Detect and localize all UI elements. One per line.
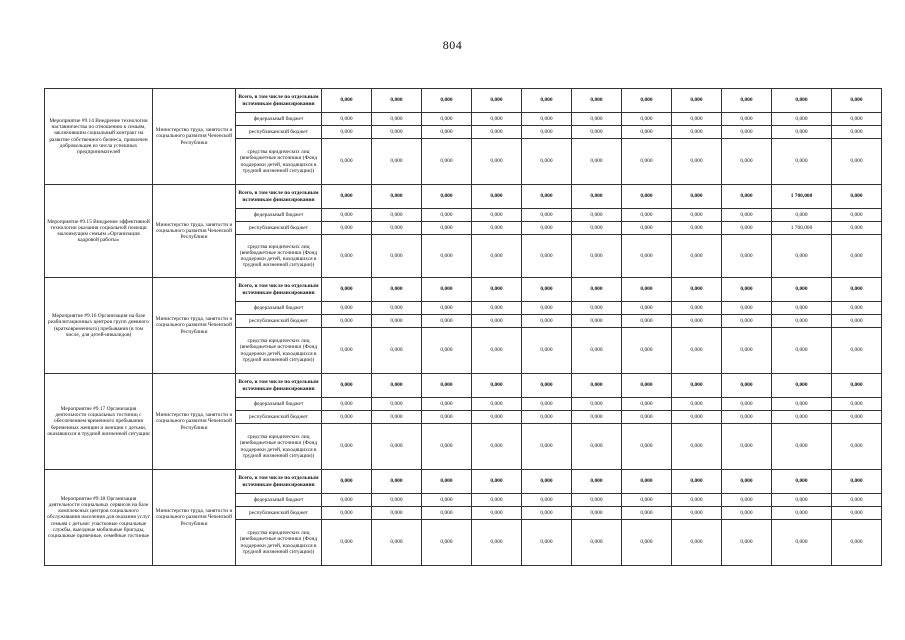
measure-title: Мероприятие #9.16 Организация на базе реабилитационных центров групп дневного (кратковременного) пребывания (в том числе, для детей-инвалидов) [45, 278, 153, 374]
amount-cell: 0,000 [322, 328, 372, 374]
amount-cell: 0,000 [422, 398, 472, 411]
amount-cell: 0,000 [372, 185, 422, 209]
amount-cell: 0,000 [572, 302, 622, 315]
amount-cell: 0,000 [522, 139, 572, 185]
funding-source-label: Всего, в том числе по отдельным источникам финансирования [236, 374, 322, 398]
executor-cell: Министерство труда, занятости и социального развития Чеченской Республики [153, 185, 236, 278]
amount-cell: 0,000 [832, 374, 882, 398]
amount-cell: 0,000 [472, 235, 522, 278]
amount-cell: 0,000 [322, 113, 372, 126]
amount-cell: 0,000 [622, 235, 672, 278]
amount-cell: 0,000 [372, 302, 422, 315]
amount-cell: 0,000 [322, 411, 372, 424]
amount-cell: 0,000 [522, 113, 572, 126]
amount-cell: 0,000 [672, 113, 722, 126]
amount-cell: 0,000 [672, 398, 722, 411]
measure-title: Мероприятие #9.17 Организация деятельности социальных гостиниц с обеспечением временного пребывания беременных женщин и женщин с детьми, оказавшихся в трудной жизненной ситуации [45, 374, 153, 470]
funding-source-label: федеральный бюджет [236, 398, 322, 411]
amount-cell: 0,000 [622, 113, 672, 126]
amount-cell: 0,000 [322, 89, 372, 113]
amount-cell: 0,000 [472, 507, 522, 520]
amount-cell: 0,000 [322, 222, 372, 235]
amount-cell: 0,000 [672, 315, 722, 328]
funding-source-label: федеральный бюджет [236, 302, 322, 315]
executor-cell: Министерство труда, занятости и социального развития Чеченской Республики [153, 470, 236, 566]
amount-cell: 0,000 [372, 520, 422, 566]
amount-cell: 0,000 [672, 520, 722, 566]
amount-cell: 0,000 [472, 209, 522, 222]
amount-cell: 0,000 [722, 494, 772, 507]
amount-cell: 0,000 [472, 113, 522, 126]
amount-cell: 0,000 [572, 139, 622, 185]
amount-cell: 0,000 [672, 278, 722, 302]
amount-cell: 0,000 [372, 89, 422, 113]
measure-title: Мероприятие #9.15 Внедрение эффективной технологии оказания социальной помощи малоимущим семьям «Организация кадровой работы» [45, 185, 153, 278]
amount-cell: 0,000 [322, 494, 372, 507]
amount-cell: 0,000 [572, 470, 622, 494]
amount-cell: 0,000 [322, 139, 372, 185]
amount-cell: 0,000 [672, 209, 722, 222]
table-body [45, 89, 882, 566]
amount-cell: 1 700,000 [772, 185, 832, 209]
amount-cell: 0,000 [722, 139, 772, 185]
amount-cell: 0,000 [622, 185, 672, 209]
amount-cell: 0,000 [832, 278, 882, 302]
amount-cell: 0,000 [772, 302, 832, 315]
amount-cell: 0,000 [322, 398, 372, 411]
amount-cell: 0,000 [622, 507, 672, 520]
amount-cell: 0,000 [472, 398, 522, 411]
amount-cell: 0,000 [522, 328, 572, 374]
amount-cell: 0,000 [772, 494, 832, 507]
amount-cell: 0,000 [622, 398, 672, 411]
amount-cell: 0,000 [422, 278, 472, 302]
amount-cell: 0,000 [472, 411, 522, 424]
amount-cell: 0,000 [422, 185, 472, 209]
amount-cell: 0,000 [322, 185, 372, 209]
amount-cell: 0,000 [422, 520, 472, 566]
amount-cell: 0,000 [772, 139, 832, 185]
funding-source-label: республиканский бюджет [236, 126, 322, 139]
amount-cell: 0,000 [722, 185, 772, 209]
amount-cell: 0,000 [522, 209, 572, 222]
amount-cell: 0,000 [322, 470, 372, 494]
funding-source-label: Всего, в том числе по отдельным источникам финансирования [236, 470, 322, 494]
amount-cell: 0,000 [572, 398, 622, 411]
amount-cell: 0,000 [522, 222, 572, 235]
amount-cell: 0,000 [722, 278, 772, 302]
amount-cell: 0,000 [372, 398, 422, 411]
amount-cell: 0,000 [572, 89, 622, 113]
amount-cell: 0,000 [832, 185, 882, 209]
amount-cell: 0,000 [672, 507, 722, 520]
amount-cell: 0,000 [572, 209, 622, 222]
amount-cell: 0,000 [622, 520, 672, 566]
amount-cell: 0,000 [772, 398, 832, 411]
amount-cell: 0,000 [832, 209, 882, 222]
table-row [45, 374, 882, 398]
amount-cell: 0,000 [322, 315, 372, 328]
amount-cell: 0,000 [672, 126, 722, 139]
amount-cell: 0,000 [522, 185, 572, 209]
amount-cell: 0,000 [722, 315, 772, 328]
amount-cell: 0,000 [522, 424, 572, 470]
funding-source-label: средства юридических лиц (внебюджетные источники (Фонд поддержки детей, находящихся в трудной жизненной ситуации)) [236, 235, 322, 278]
amount-cell: 0,000 [772, 89, 832, 113]
amount-cell: 0,000 [472, 424, 522, 470]
amount-cell: 0,000 [372, 494, 422, 507]
amount-cell: 0,000 [422, 209, 472, 222]
funding-source-label: Всего, в том числе по отдельным источникам финансирования [236, 185, 322, 209]
amount-cell: 0,000 [472, 278, 522, 302]
amount-cell: 0,000 [772, 424, 832, 470]
amount-cell: 0,000 [372, 126, 422, 139]
amount-cell: 0,000 [322, 209, 372, 222]
amount-cell: 1 700,000 [772, 222, 832, 235]
table-row [45, 89, 882, 113]
amount-cell: 0,000 [622, 278, 672, 302]
page-number: 804 [442, 38, 463, 52]
table-row [45, 185, 882, 209]
amount-cell: 0,000 [722, 235, 772, 278]
executor-cell: Министерство труда, занятости и социального развития Чеченской Республики [153, 89, 236, 185]
amount-cell: 0,000 [472, 315, 522, 328]
funding-source-label: федеральный бюджет [236, 494, 322, 507]
amount-cell: 0,000 [572, 278, 622, 302]
amount-cell: 0,000 [722, 374, 772, 398]
amount-cell: 0,000 [772, 315, 832, 328]
amount-cell: 0,000 [672, 139, 722, 185]
amount-cell: 0,000 [522, 494, 572, 507]
amount-cell: 0,000 [422, 235, 472, 278]
amount-cell: 0,000 [832, 411, 882, 424]
amount-cell: 0,000 [722, 89, 772, 113]
budget-table [44, 88, 882, 566]
amount-cell: 0,000 [422, 424, 472, 470]
amount-cell: 0,000 [672, 494, 722, 507]
amount-cell: 0,000 [372, 328, 422, 374]
amount-cell: 0,000 [422, 411, 472, 424]
amount-cell: 0,000 [422, 507, 472, 520]
amount-cell: 0,000 [372, 424, 422, 470]
amount-cell: 0,000 [772, 113, 832, 126]
amount-cell: 0,000 [472, 222, 522, 235]
amount-cell: 0,000 [372, 411, 422, 424]
amount-cell: 0,000 [622, 126, 672, 139]
amount-cell: 0,000 [832, 328, 882, 374]
amount-cell: 0,000 [472, 374, 522, 398]
amount-cell: 0,000 [622, 494, 672, 507]
amount-cell: 0,000 [572, 222, 622, 235]
amount-cell: 0,000 [372, 374, 422, 398]
amount-cell: 0,000 [722, 411, 772, 424]
amount-cell: 0,000 [522, 398, 572, 411]
amount-cell: 0,000 [472, 494, 522, 507]
funding-source-label: средства юридических лиц (внебюджетные источники (Фонд поддержки детей, находящихся в трудной жизненной ситуации)) [236, 424, 322, 470]
amount-cell: 0,000 [572, 507, 622, 520]
amount-cell: 0,000 [672, 302, 722, 315]
amount-cell: 0,000 [422, 315, 472, 328]
amount-cell: 0,000 [572, 520, 622, 566]
amount-cell: 0,000 [472, 328, 522, 374]
amount-cell: 0,000 [722, 209, 772, 222]
amount-cell: 0,000 [522, 315, 572, 328]
amount-cell: 0,000 [722, 470, 772, 494]
amount-cell: 0,000 [722, 113, 772, 126]
amount-cell: 0,000 [722, 328, 772, 374]
amount-cell: 0,000 [772, 470, 832, 494]
amount-cell: 0,000 [522, 520, 572, 566]
amount-cell: 0,000 [672, 470, 722, 494]
amount-cell: 0,000 [722, 126, 772, 139]
amount-cell: 0,000 [372, 470, 422, 494]
table-row [45, 278, 882, 302]
amount-cell: 0,000 [722, 302, 772, 315]
funding-source-label: средства юридических лиц (внебюджетные источники (Фонд поддержки детей, находящихся в трудной жизненной ситуации)) [236, 520, 322, 566]
amount-cell: 0,000 [832, 424, 882, 470]
amount-cell: 0,000 [772, 278, 832, 302]
measure-title: Мероприятие #9.14 Внедрение технологии наставничества по отношению к семьям, заключившим социальный контракт на развитие собственного бизнеса, привлечен добровольцев из числа успешных предпринимателей [45, 89, 153, 185]
amount-cell: 0,000 [772, 507, 832, 520]
amount-cell: 0,000 [572, 374, 622, 398]
amount-cell: 0,000 [832, 89, 882, 113]
amount-cell: 0,000 [722, 398, 772, 411]
table-row [45, 470, 882, 494]
amount-cell: 0,000 [522, 89, 572, 113]
amount-cell: 0,000 [372, 222, 422, 235]
amount-cell: 0,000 [772, 209, 832, 222]
amount-cell: 0,000 [322, 126, 372, 139]
amount-cell: 0,000 [372, 278, 422, 302]
amount-cell: 0,000 [372, 235, 422, 278]
amount-cell: 0,000 [522, 411, 572, 424]
amount-cell: 0,000 [832, 507, 882, 520]
amount-cell: 0,000 [522, 278, 572, 302]
amount-cell: 0,000 [622, 470, 672, 494]
amount-cell: 0,000 [832, 398, 882, 411]
amount-cell: 0,000 [832, 470, 882, 494]
amount-cell: 0,000 [372, 315, 422, 328]
amount-cell: 0,000 [572, 126, 622, 139]
amount-cell: 0,000 [372, 209, 422, 222]
amount-cell: 0,000 [572, 185, 622, 209]
amount-cell: 0,000 [522, 126, 572, 139]
amount-cell: 0,000 [772, 126, 832, 139]
amount-cell: 0,000 [622, 328, 672, 374]
amount-cell: 0,000 [422, 113, 472, 126]
amount-cell: 0,000 [422, 89, 472, 113]
amount-cell: 0,000 [832, 113, 882, 126]
amount-cell: 0,000 [672, 328, 722, 374]
funding-source-label: республиканский бюджет [236, 411, 322, 424]
funding-source-label: Всего, в том числе по отдельным источникам финансирования [236, 89, 322, 113]
amount-cell: 0,000 [322, 424, 372, 470]
amount-cell: 0,000 [472, 126, 522, 139]
amount-cell: 0,000 [322, 235, 372, 278]
amount-cell: 0,000 [572, 235, 622, 278]
funding-source-label: федеральный бюджет [236, 209, 322, 222]
amount-cell: 0,000 [372, 507, 422, 520]
amount-cell: 0,000 [622, 374, 672, 398]
amount-cell: 0,000 [522, 507, 572, 520]
amount-cell: 0,000 [722, 520, 772, 566]
amount-cell: 0,000 [832, 222, 882, 235]
amount-cell: 0,000 [672, 222, 722, 235]
amount-cell: 0,000 [622, 139, 672, 185]
amount-cell: 0,000 [832, 520, 882, 566]
amount-cell: 0,000 [772, 374, 832, 398]
amount-cell: 0,000 [522, 470, 572, 494]
amount-cell: 0,000 [572, 113, 622, 126]
funding-source-label: федеральный бюджет [236, 113, 322, 126]
amount-cell: 0,000 [622, 89, 672, 113]
amount-cell: 0,000 [422, 374, 472, 398]
amount-cell: 0,000 [572, 315, 622, 328]
amount-cell: 0,000 [422, 139, 472, 185]
amount-cell: 0,000 [472, 520, 522, 566]
measure-title: Мероприятие #9.18 Организация деятельности социальных сервисов на базе комплексных центров социального обслуживания населения для оказания услуг семьям с детьми: участковые социальные службы, выездные мобильные бригады, социальные прачечные, семейные гостиные [45, 470, 153, 566]
amount-cell: 0,000 [372, 139, 422, 185]
amount-cell: 0,000 [472, 89, 522, 113]
amount-cell: 0,000 [722, 424, 772, 470]
amount-cell: 0,000 [522, 374, 572, 398]
amount-cell: 0,000 [722, 222, 772, 235]
amount-cell: 0,000 [672, 424, 722, 470]
amount-cell: 0,000 [422, 470, 472, 494]
amount-cell: 0,000 [422, 126, 472, 139]
amount-cell: 0,000 [422, 494, 472, 507]
amount-cell: 0,000 [422, 222, 472, 235]
amount-cell: 0,000 [472, 139, 522, 185]
amount-cell: 0,000 [832, 494, 882, 507]
amount-cell: 0,000 [672, 374, 722, 398]
funding-source-label: республиканский бюджет [236, 507, 322, 520]
funding-source-label: республиканский бюджет [236, 222, 322, 235]
amount-cell: 0,000 [832, 235, 882, 278]
amount-cell: 0,000 [472, 470, 522, 494]
amount-cell: 0,000 [772, 520, 832, 566]
amount-cell: 0,000 [622, 302, 672, 315]
amount-cell: 0,000 [522, 235, 572, 278]
amount-cell: 0,000 [672, 235, 722, 278]
amount-cell: 0,000 [832, 139, 882, 185]
amount-cell: 0,000 [572, 494, 622, 507]
amount-cell: 0,000 [572, 328, 622, 374]
amount-cell: 0,000 [622, 424, 672, 470]
amount-cell: 0,000 [722, 507, 772, 520]
executor-cell: Министерство труда, занятости и социального развития Чеченской Республики [153, 374, 236, 470]
funding-source-label: республиканский бюджет [236, 315, 322, 328]
amount-cell: 0,000 [472, 185, 522, 209]
amount-cell: 0,000 [832, 302, 882, 315]
amount-cell: 0,000 [322, 278, 372, 302]
amount-cell: 0,000 [622, 411, 672, 424]
amount-cell: 0,000 [622, 209, 672, 222]
amount-cell: 0,000 [772, 328, 832, 374]
amount-cell: 0,000 [322, 302, 372, 315]
amount-cell: 0,000 [472, 302, 522, 315]
amount-cell: 0,000 [832, 315, 882, 328]
amount-cell: 0,000 [372, 113, 422, 126]
executor-cell: Министерство труда, занятости и социального развития Чеченской Республики [153, 278, 236, 374]
amount-cell: 0,000 [672, 89, 722, 113]
amount-cell: 0,000 [422, 328, 472, 374]
amount-cell: 0,000 [572, 411, 622, 424]
amount-cell: 0,000 [322, 374, 372, 398]
amount-cell: 0,000 [672, 185, 722, 209]
funding-source-label: средства юридических лиц (внебюджетные источники (Фонд поддержки детей, находящихся в трудной жизненной ситуации)) [236, 328, 322, 374]
amount-cell: 0,000 [572, 424, 622, 470]
funding-source-label: Всего, в том числе по отдельным источникам финансирования [236, 278, 322, 302]
amount-cell: 0,000 [322, 520, 372, 566]
amount-cell: 0,000 [772, 411, 832, 424]
funding-source-label: средства юридических лиц (внебюджетные источники (Фонд поддержки детей, находящихся в трудной жизненной ситуации)) [236, 139, 322, 185]
amount-cell: 0,000 [322, 507, 372, 520]
amount-cell: 0,000 [832, 126, 882, 139]
amount-cell: 0,000 [422, 302, 472, 315]
amount-cell: 0,000 [522, 302, 572, 315]
amount-cell: 0,000 [622, 315, 672, 328]
amount-cell: 0,000 [672, 411, 722, 424]
amount-cell: 0,000 [772, 235, 832, 278]
amount-cell: 0,000 [622, 222, 672, 235]
